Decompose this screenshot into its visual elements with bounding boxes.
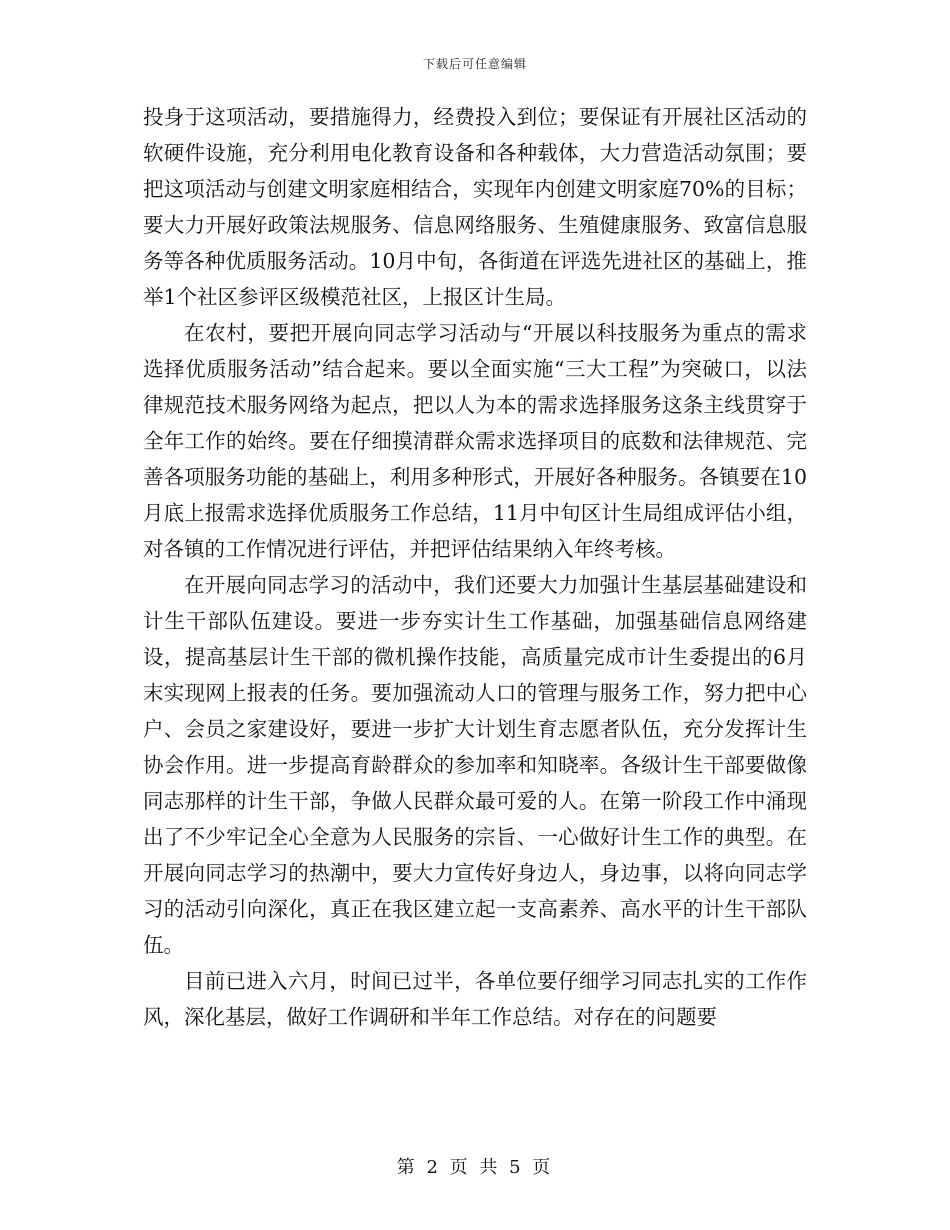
page-number: 第 2 页 共 5 页 (396, 1157, 554, 1178)
paragraph-3: 在开展向同志学习的活动中，我们还要大力加强计生基层基础建设和计生干部队伍建设。要进一步夯实计生工作基础，加强基础信息网络建设，提高基层计生干部的微机操作技能，高质量完成市计生委提出的6月末实现网上报表的任务。要加强流动人口的管理与服务工作，努力把中心户、会员之家建设好，要进一步扩大计划生育志愿者队伍，充分发挥计生协会作用。进一步提高育龄群众的参加率和知晓率。各级计生干部要做像同志那样的计生干部，争做人民群众最可爱的人。在第一阶段工作中涌现出了不少牢记全心全意为人民服务的宗旨、一心做好计生工作的典型。在开展向同志学习的热潮中，要大力宣传好身边人，身边事，以将向同志学习的活动引向深化，真正在我区建立起一支高素养、高水平的计生干部队伍。 (143, 573, 807, 957)
paragraph-1: 投身于这项活动，要措施得力，经费投入到位；要保证有开展社区活动的软硬件设施，充分利用电化教育设备和各种载体，大力营造活动氛围；要把这项活动与创建文明家庭相结合，实现年内创建文明家庭70%的目标；要大力开展好政策法规服务、信息网络服务、生殖健康服务、致富信息服务等各种优质服务活动。10月中旬，各街道在评选先进社区的基础上，推举1个社区参评区级模范社区，上报区计生局。 (143, 105, 807, 309)
page-header: 下载后可任意编辑 (422, 57, 527, 71)
paragraph-2: 在农村，要把开展向同志学习活动与“开展以科技服务为重点的需求选择优质服务活动”结合起来。要以全面实施“三大工程”为突破口，以法律规范技术服务网络为起点，把以人为本的需求选择服务这条主线贯穿于全年工作的始终。要在仔细摸清群众需求选择项目的底数和法律规范、完善各项服务功能的基础上，利用多种形式，开展好各种服务。各镇要在10月底上报需求选择优质服务工作总结，11月中旬区计生局组成评估小组，对各镇的工作情况进行评估，并把评估结果纳入年终考核。 (143, 321, 807, 561)
document-body (143, 99, 807, 1035)
paragraph-4: 目前已进入六月，时间已过半，各单位要仔细学习同志扎实的工作作风，深化基层，做好工作调研和半年工作总结。对存在的问题要 (143, 969, 807, 1029)
